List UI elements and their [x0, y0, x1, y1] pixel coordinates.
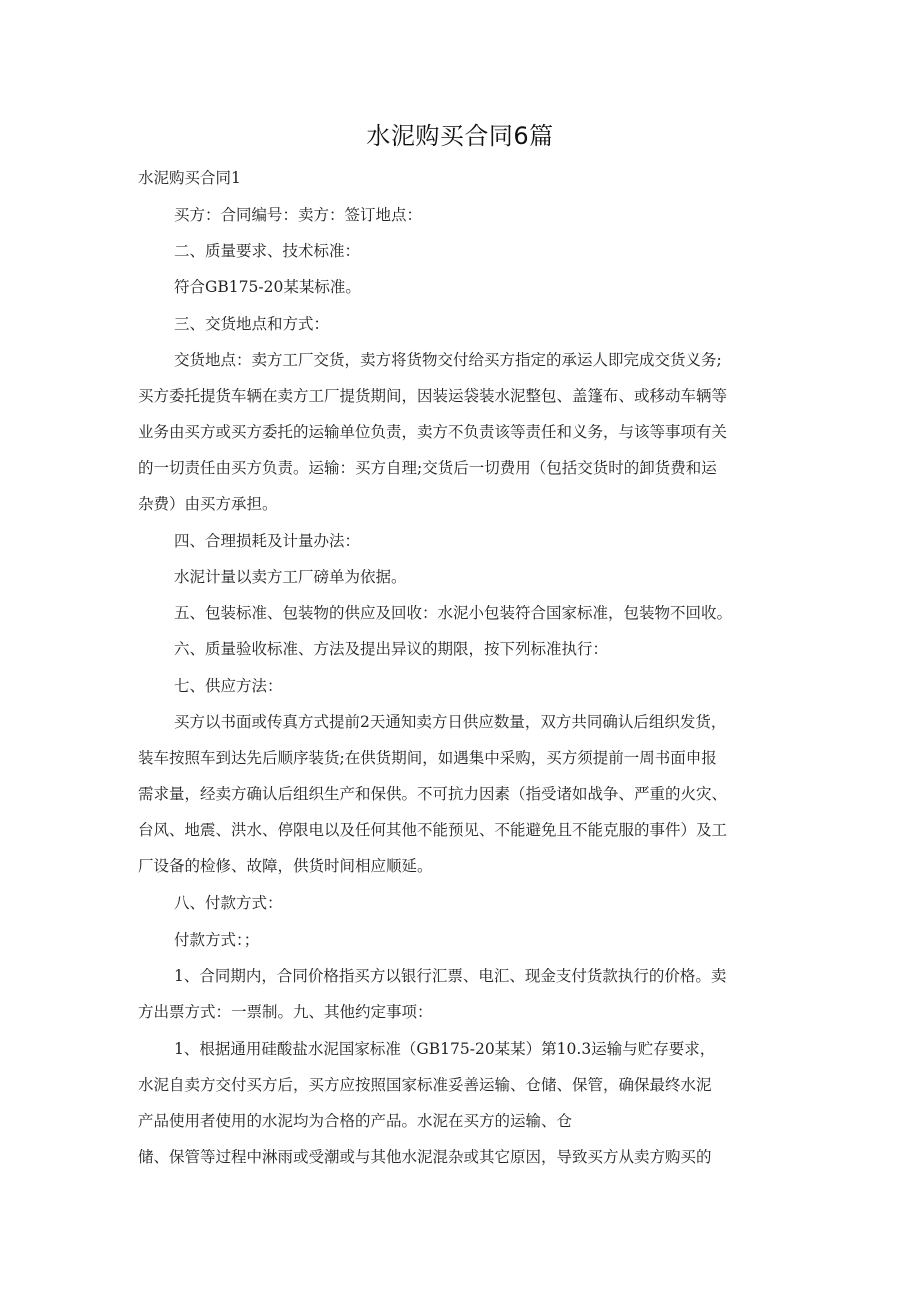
paragraph-line: 水泥计量以卖方工厂磅单为依据。: [174, 568, 407, 586]
paragraph-line: 台风、地震、洪水、停限电以及任何其他不能预见、不能避免且不能克服的事件）及工: [138, 821, 728, 839]
paragraph-line: 需求量，经卖方确认后组织生产和保供。不可抗力因素（指受诸如战争、严重的火灾、: [138, 785, 728, 803]
paragraph-line: 付款方式：；: [174, 931, 260, 949]
paragraph-line: 六、质量验收标准、方法及提出异议的期限，按下列标准执行：: [174, 640, 609, 658]
paragraph-line: 1、根据通用硅酸盐水泥国家标准（GB175-20某某）第10.3运输与贮存要求，: [174, 1040, 716, 1058]
paragraph-line: 三、交货地点和方式：: [174, 315, 330, 333]
paragraph-line: 方出票方式：一票制。九、其他约定事项：: [138, 1003, 433, 1021]
paragraph-line: 八、付款方式：: [174, 894, 283, 912]
paragraph-line: 厂设备的检修、故障，供货时间相应顺延。: [138, 857, 433, 875]
paragraph-line: 装车按照车到达先后顺序装货;在供货期间，如遇集中采购，买方须提前一周书面申报: [138, 749, 717, 767]
paragraph-line: 交货地点：卖方工厂交货，卖方将货物交付给买方指定的承运人即完成交货义务;: [174, 351, 722, 369]
paragraph-line: 产品使用者使用的水泥均为合格的产品。水泥在买方的运输、仓: [138, 1112, 573, 1130]
paragraph-line: 七、供应方法：: [174, 677, 283, 695]
paragraph-line: 杂费）由买方承担。: [138, 495, 278, 513]
paragraph-line: 储、保管等过程中淋雨或受潮或与其他水泥混杂或其它原因，导致买方从卖方购买的: [138, 1148, 712, 1166]
paragraph-line: 五、包装标准、包装物的供应及回收：水泥小包装符合国家标准，包装物不回收。: [174, 604, 733, 622]
paragraph-line: 1、合同期内，合同价格指买方以银行汇票、电汇、现金支付货款执行的价格。卖: [174, 967, 727, 985]
paragraph-line: 买方以书面或传真方式提前2天通知卖方日供应数量，双方共同确认后组织发货，: [174, 713, 727, 731]
paragraph-line: 买方：合同编号：卖方：签订地点：: [174, 206, 423, 224]
paragraph-line: 符合GB175-20某某标准。: [174, 278, 361, 296]
paragraph-line: 买方委托提货车辆在卖方工厂提货期间，因装运袋装水泥整包、盖篷布、或移动车辆等: [138, 387, 728, 405]
paragraph-line: 四、合理损耗及计量办法：: [174, 532, 361, 550]
paragraph-line: 业务由买方或买方委托的运输单位负责，卖方不负责该等责任和义务，与该等事项有关: [138, 423, 728, 441]
section-heading: 水泥购买合同1: [138, 169, 241, 187]
paragraph-line: 的一切责任由买方负责。运输：买方自理;交货后一切费用（包括交货时的卸货费和运: [138, 459, 717, 477]
document-title: 水泥购买合同6篇: [366, 122, 554, 150]
paragraph-line: 二、质量要求、技术标准：: [174, 242, 361, 260]
paragraph-line: 水泥自卖方交付买方后，买方应按照国家标准妥善运输、仓储、保管，确保最终水泥: [138, 1076, 712, 1094]
